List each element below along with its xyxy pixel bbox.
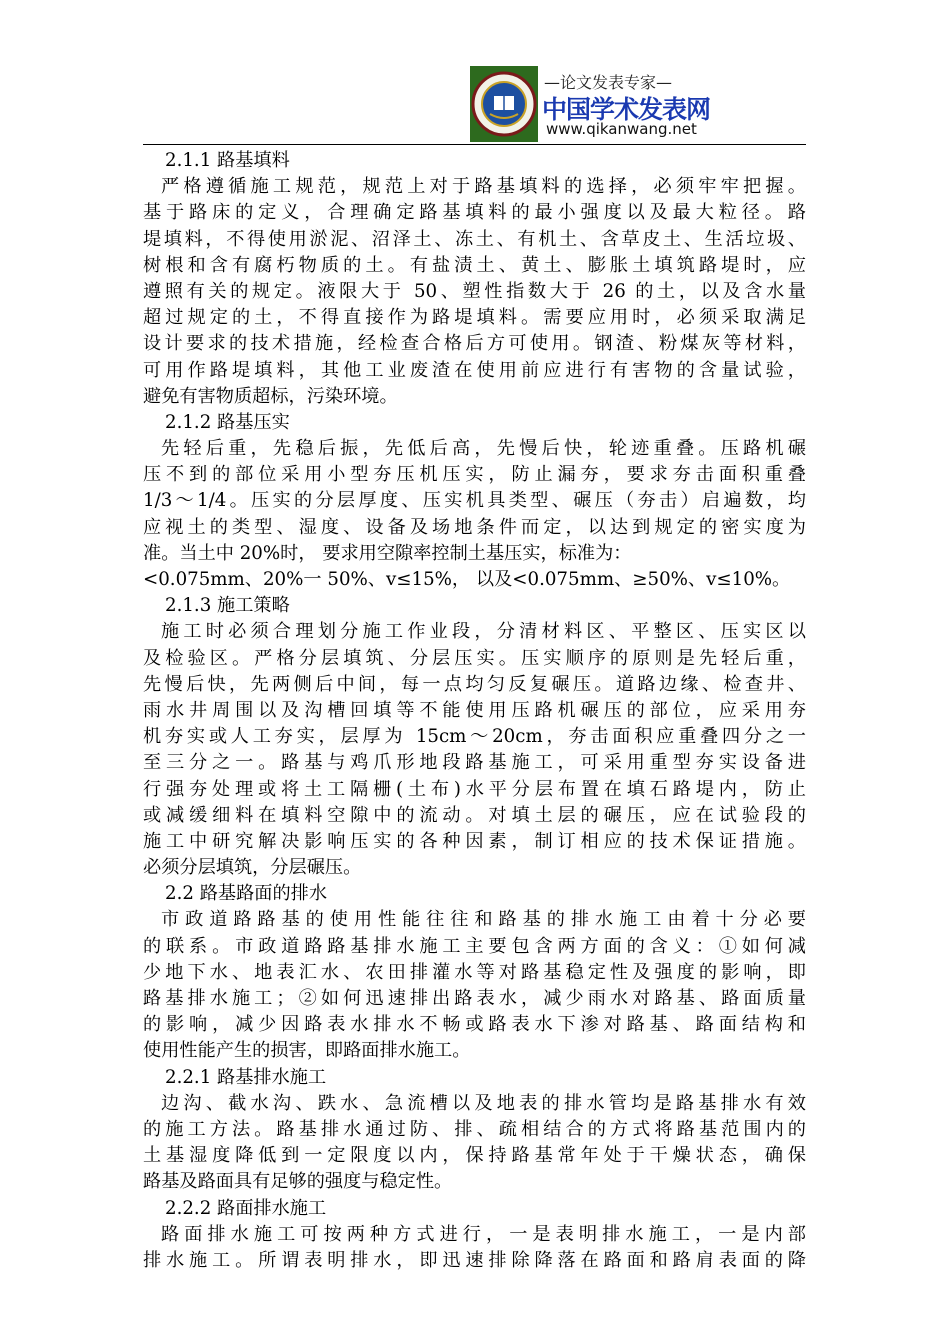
text-line: 应视土的类型、湿度、设备及场地条件而定，以达到规定的密实度为: [143, 516, 806, 538]
text-line: 的联系。市政道路路基排水施工主要包含两方面的含义：①如何减: [143, 935, 806, 957]
text-line: 严格遵循施工规范，规范上对于路基填料的选择，必须牢牢把握。: [161, 176, 806, 198]
text-line: 雨水井周围以及沟槽回填等不能使用压路机碾压的部位，应采用夯: [143, 699, 806, 721]
text-line: 市政道路路基的使用性能往往和路基的排水施工由着十分必要: [161, 909, 806, 931]
logo-tagline: —论文发表专家—: [544, 73, 673, 92]
text-line: 压不到的部位采用小型夯压机压实，防止漏夯，要求夯击面积重叠: [143, 464, 806, 486]
logo-brand-name: 中国学术发表网: [542, 95, 711, 124]
seal-emblem-icon: [470, 66, 538, 142]
section-heading: 2.1.2 路基压实: [165, 411, 290, 433]
text-line: 设计要求的技术措施，经检查合格后方可使用。钢渣、粉煤灰等材料，: [143, 333, 806, 355]
text-line: 少地下水、地表汇水、农田排灌水等对路基稳定性及强度的影响，即: [143, 961, 806, 983]
text-line: 树根和含有腐朽物质的土。有盐渍土、黄土、膨胀土填筑路堤时，应: [143, 254, 806, 276]
site-logo[interactable]: [470, 66, 711, 142]
text-line: 或减缓细料在填料空隙中的流动。对填土层的碾压，应在试验段的: [143, 804, 806, 826]
text-line: 路基及路面具有足够的强度与稳定性。: [143, 1171, 453, 1193]
section-heading: 2.1.3 施工策略: [165, 595, 290, 617]
text-line: 必须分层填筑，分层碾压。: [143, 857, 362, 879]
logo-site-url[interactable]: www.qikanwang.net: [546, 120, 697, 138]
text-line: <0.075mm、20%一 50%、v≤15%， 以及<0.075mm、≥50%、v≤10%。: [143, 569, 791, 590]
text-line: 至三分之一。路基与鸡爪形地段路基施工，可采用重型夯实设备进: [143, 752, 806, 774]
section-heading: 2.2 路基路面的排水: [165, 883, 328, 905]
text-line: 施工时必须合理划分施工作业段，分清材料区、平整区、压实区以: [161, 621, 806, 643]
text-line: 行强夯处理或将土工隔栅(土布)水平分层布置在填石路堤内，防止: [143, 778, 806, 800]
text-line: 可用作路堤填料，其他工业废渣在使用前应进行有害物的含量试验，: [143, 359, 806, 381]
text-line: 先慢后快，先两侧后中间，每一点均匀反复碾压。道路边缘、检查井、: [143, 673, 806, 695]
text-line: 遵照有关的规定。液限大于 50、塑性指数大于 26 的土，以及含水量: [143, 280, 806, 302]
text-line: 先轻后重，先稳后振，先低后高，先慢后快，轮迹重叠。压路机碾: [161, 438, 806, 460]
section-heading: 2.2.2 路面排水施工: [165, 1197, 327, 1219]
section-heading: 2.2.1 路基排水施工: [165, 1066, 327, 1088]
text-line: 土基湿度降低到一定限度以内，保持路基常年处于干燥状态，确保: [143, 1145, 806, 1167]
text-line: 路面排水施工可按两种方式进行，一是表明排水施工，一是内部: [161, 1223, 806, 1245]
text-line: 超过规定的土，不得直接作为路堤填料。需要应用时，必须采取满足: [143, 307, 806, 329]
article-body: [143, 148, 806, 1274]
text-line: 堤填料，不得使用淤泥、沼泽土、冻土、有机土、含草皮土、生活垃圾、: [143, 228, 806, 250]
text-line: 的施工方法。路基排水通过防、排、疏相结合的方式将路基范围内的: [143, 1118, 806, 1140]
text-line: 避免有害物质超标，污染环境。: [143, 385, 398, 407]
text-line: 1/3～1/4。压实的分层厚度、压实机具类型、碾压（夯击）启遍数，均: [143, 490, 806, 512]
logo-wordmark: [542, 66, 711, 142]
text-line: 边沟、截水沟、跌水、急流槽以及地表的排水管均是路基排水有效: [161, 1092, 806, 1114]
text-line: 准。当土中 20%时， 要求用空隙率控制土基压实，标准为：: [143, 542, 632, 564]
text-line: 及检验区。严格分层填筑、分层压实。压实顺序的原则是先轻后重，: [143, 647, 806, 669]
header-divider: [143, 144, 806, 145]
text-line: 使用性能产生的损害，即路面排水施工。: [143, 1040, 471, 1062]
section-heading: 2.1.1 路基填料: [165, 150, 290, 171]
text-line: 施工中研究解决影响压实的各种因素，制订相应的技术保证措施。: [143, 830, 806, 852]
text-line: 路基排水施工；②如何迅速排出路表水，减少雨水对路基、路面质量: [143, 988, 806, 1009]
text-line: 基于路床的定义，合理确定路基填料的最小强度以及最大粒径。路: [143, 202, 806, 224]
text-line: 排水施工。所谓表明排水，即迅速排除降落在路面和路肩表面的降: [143, 1249, 806, 1271]
text-line: 机夯实或人工夯实，层厚为 15cm～20cm，夯击面积应重叠四分之一: [143, 726, 806, 748]
text-line: 的影响，减少因路表水排水不畅或路表水下渗对路基、路面结构和: [143, 1014, 806, 1036]
